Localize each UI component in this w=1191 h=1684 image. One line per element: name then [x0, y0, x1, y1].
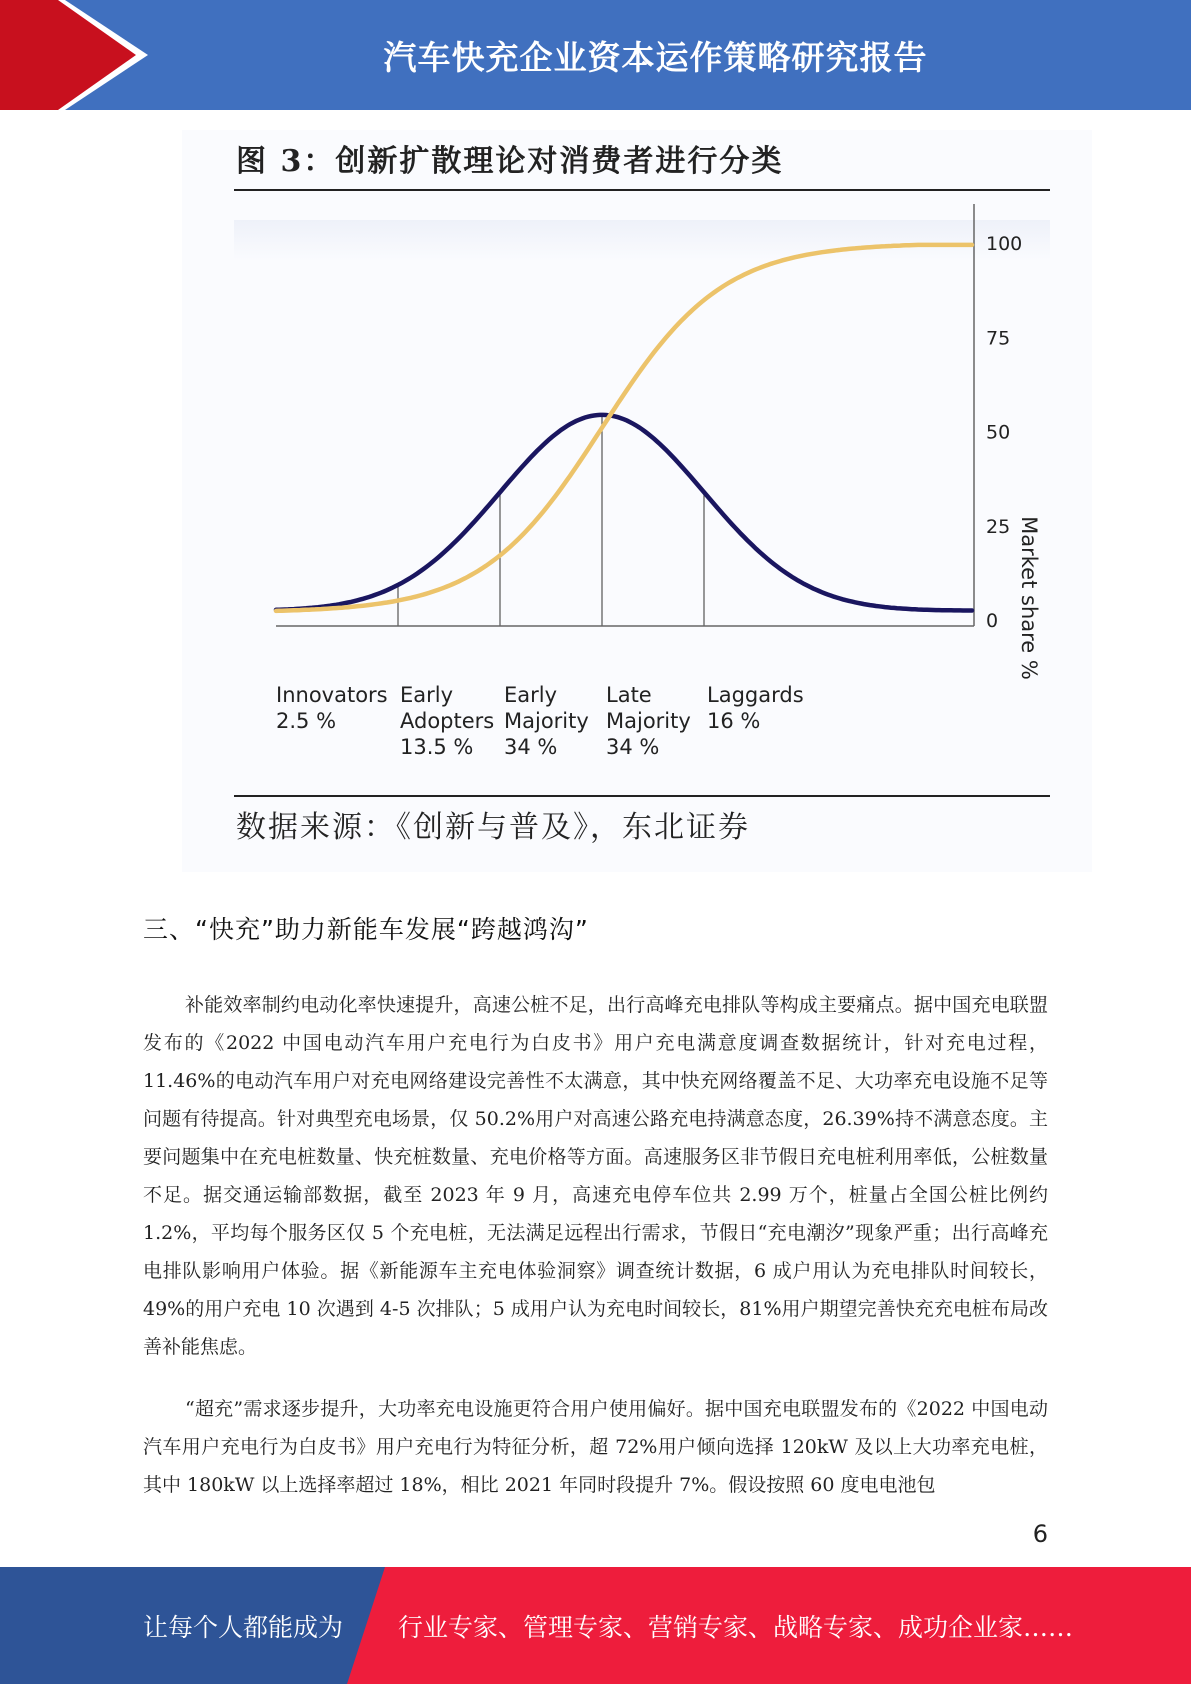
body-paragraph-1: 补能效率制约电动化率快速提升，高速公桩不足，出行高峰充电排队等构成主要痛点。据中国充电联盟发布的《2022 中国电动汽车用户充电行为白皮书》用户充电满意度调查数据统计，针对充电过程，11.46%的电动汽车用户对充电网络建设完善性不太满意，其中快充网络覆盖不足、大功率充电设施不足等问题有待提高。针对典型充电场景，仅 50.2%用户对高速公路充电持满意态度，26.39%持不满意态度。主要问题集中在充电桩数量、快充桩数量、充电价格等方面。高速服务区非节假日充电桩利用率低，公桩数量不足。据交通运输部数据，截至 2023 年 9 月，高速充电停车位共 2.99 万个，桩量占全国公桩比例约 1.2%，平均每个服务区仅 5 个充电桩，无法满足远程出行需求，节假日“充电潮汐”现象严重；出行高峰充电排队影响用户体验。据《新能源车主充电体验洞察》调查统计数据，6 成户用认为充电排队时间较长，49%的用户充电 10 次遇到 4-5 次排队；5 成用户认为充电时间较长，81%用户期望完善快充充电桩布局改善补能焦虑。 — [143, 994, 1048, 1358]
segment-label — [707, 683, 804, 733]
cumulative-share-series — [276, 245, 972, 611]
segment-label-line: Laggards — [707, 683, 804, 707]
y-tick-label: 25 — [986, 515, 1011, 538]
segment-label-line: Early — [400, 683, 454, 707]
y-tick-label: 75 — [986, 327, 1011, 350]
segment-label-line: Innovators — [276, 683, 388, 707]
segment-label-line: 16 % — [707, 709, 761, 733]
y-tick-label: 50 — [986, 421, 1011, 444]
segment-label — [400, 683, 494, 759]
figure-title: 图 3：创新扩散理论对消费者进行分类 — [236, 144, 784, 179]
body-paragraph-2: “超充”需求逐步提升，大功率充电设施更符合用户使用偏好。据中国充电联盟发布的《2022 中国电动汽车用户充电行为白皮书》用户充电行为特征分析，超 72%用户倾向选择 120kW 及以上大功率充电桩，其中 180kW 以上选择率超过 18%，相比 2021 年同时段提升 7%。假设按照 60 度电电池包 — [143, 1398, 1048, 1496]
y-tick-label: 100 — [986, 233, 1023, 255]
page-number: 6 — [1032, 1520, 1048, 1548]
report-title: 汽车快充企业资本运作策略研究报告 — [383, 37, 928, 77]
header-chevron-icon — [0, 0, 160, 110]
segment-label-line: Adopters — [400, 709, 495, 733]
segment-label-line: Majority — [504, 709, 589, 733]
figure-source: 数据来源：《创新与普及》，东北证券 — [236, 810, 750, 845]
bell-curve-series — [276, 415, 972, 611]
figure-bottom-rule — [234, 795, 1050, 797]
figure-3 — [182, 130, 1092, 872]
segment-label — [606, 683, 691, 759]
segment-label-line: Early — [504, 683, 558, 707]
segment-label-line: Late — [606, 683, 652, 707]
segment-label-line: 2.5 % — [276, 709, 337, 733]
segment-label-line: 34 % — [606, 735, 660, 759]
segment-label-line: 34 % — [504, 735, 558, 759]
y-axis-title: Market share % — [1017, 516, 1041, 680]
page-header — [0, 0, 1191, 110]
section-heading: 三、“快充”助力新能车发展“跨越鸿沟” — [143, 915, 589, 944]
y-tick-label: 0 — [986, 610, 999, 632]
diffusion-chart — [182, 130, 1092, 872]
segment-label-line: 13.5 % — [400, 735, 474, 759]
segment-label — [276, 683, 388, 733]
footer-slogan-left: 让每个人都能成为 — [143, 1612, 344, 1642]
segment-label — [504, 683, 589, 759]
footer-slogan-right: 行业专家、管理专家、营销专家、战略专家、成功企业家…… — [398, 1612, 1074, 1642]
segment-label-line: Majority — [606, 709, 691, 733]
page-footer — [0, 1567, 1191, 1684]
